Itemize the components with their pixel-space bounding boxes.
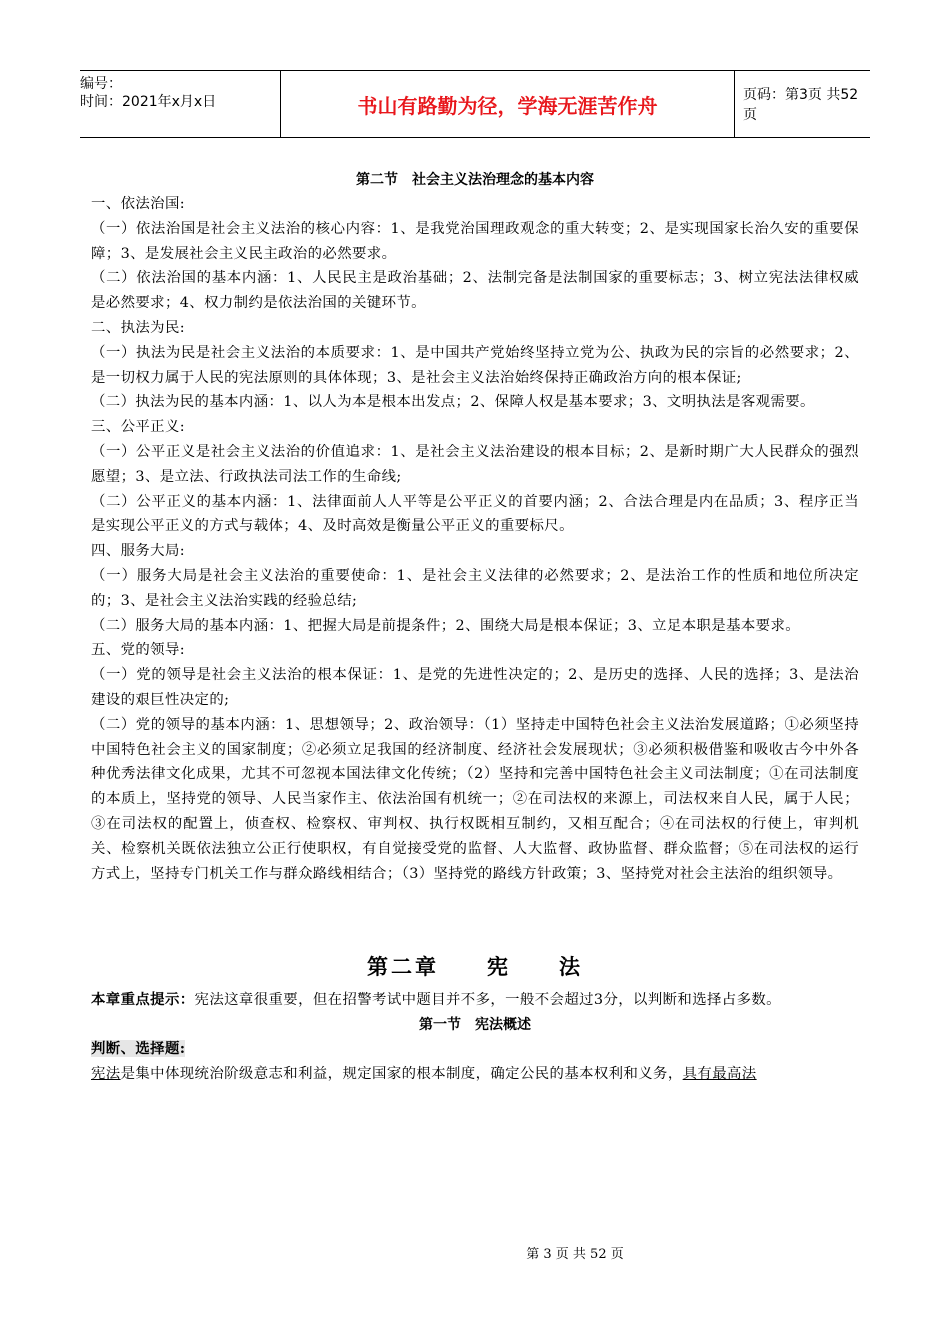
definition-term: 宪法 — [91, 1065, 121, 1082]
paragraph: （二）党的领导的基本内涵：1、思想领导；2、政治领导：（1）坚持走中国特色社会主义法治发展道路；①必须坚持中国特色社会主义的国家制度；②必须立足我国的经济制度、经济社会发展现状；③必须积极借鉴和吸收古今中外各种优秀法律文化成果，尤其不可忽视本国法律文化传统；（2）坚持和完善中国特色社会主义司法制度；①在司法制度的本质上，坚持党的领导、人民当家作主、依法治国有机统一；②在司法权的来源上，司法权来自人民，属于人民；③在司法权的配置上，侦查权、检察权、审判权、执行权既相互制约，又相互配合；④在司法权的行使上，审判机关、检察机关既依法独立公正行使职权，有自觉接受党的监督、人大监督、政协监督、群众监督；⑤在司法权的运行方式上，坚持专门机关工作与群众路线相结合；（3）坚持党的路线方针政策；3、坚持党对社会主法治的组织领导。 — [91, 716, 859, 882]
page-header — [80, 70, 870, 138]
document-date-label: 时间：2021年x月x日 — [80, 94, 217, 110]
document-body — [91, 168, 859, 1087]
paragraph: 三、公平正义: — [91, 419, 185, 436]
paragraph: （一）执法为民是社会主义法治的本质要求：1、是中国共产党始终坚持立党为公、执政为民的宗旨的必然要求；2、是一切权力属于人民的宪法原则的具体体现；3、是社会主义法治始终保持正确政治方向的根本保证; — [91, 344, 859, 386]
chapter-title: 第二章 宪 法 — [367, 955, 583, 980]
header-motto: 书山有路勤为径，学海无涯苦作舟 — [280, 71, 735, 137]
section-title: 第二节 社会主义法治理念的基本内容 — [356, 172, 594, 188]
paragraph: （二）公平正义的基本内涵：1、法律面前人人平等是公平正义的首要内涵；2、合法合理是内在品质；3、程序正当是实现公平正义的方式与载体；4、及时高效是衡量公平正义的重要标尺。 — [91, 493, 859, 535]
definition-text: 是集中体现统治阶级意志和利益，规定国家的根本制度，确定公民的基本权利和义务， — [120, 1065, 683, 1082]
paragraph: 四、服务大局: — [91, 543, 185, 560]
header-page-info: 页码：第3页 共52页 — [743, 87, 859, 123]
definition-tail: 具有最高法 — [682, 1065, 757, 1082]
document-number-label: 编号： — [80, 76, 122, 92]
constitution-definition — [91, 1062, 859, 1087]
chapter-tip — [91, 988, 859, 1013]
paragraph: （一）依法治国是社会主义法治的核心内容：1、是我党治国理政观念的重大转变；2、是实现国家长治久安的重要保障；3、是发展社会主义民主政治的必然要求。 — [91, 220, 859, 262]
chapter-spacer — [91, 886, 859, 952]
paragraph: （二）依法治国的基本内涵：1、人民民主是政治基础；2、法制完备是法制国家的重要标志；3、树立宪法法律权威是必然要求；4、权力制约是依法治国的关键环节。 — [91, 270, 859, 312]
paragraph: 二、执法为民: — [91, 319, 185, 336]
paragraph: （二）服务大局的基本内涵：1、把握大局是前提条件；2、围绕大局是根本保证；3、立足本职是基本要求。 — [91, 617, 801, 634]
question-type-line — [91, 1037, 859, 1062]
question-type-label: 判断、选择题: — [91, 1040, 186, 1058]
chapter-section-title: 第一节 宪法概述 — [419, 1017, 531, 1034]
paragraph: （一）服务大局是社会主义法治的重要使命：1、是社会主义法律的必然要求；2、是法治工作的性质和地位所决定的；3、是社会主义法治实践的经验总结; — [91, 567, 859, 609]
footer-page-number: 第 3 页 共 52 页 — [526, 1247, 624, 1262]
chapter-tip-text: 宪法这章很重要，但在招警考试中题目并不多，一般不会超过3分，以判断和选择占多数。 — [194, 992, 781, 1009]
page-footer — [0, 1243, 950, 1262]
chapter-tip-label: 本章重点提示： — [91, 991, 195, 1009]
paragraph: （二）执法为民的基本内涵：1、以人为本是根本出发点；2、保障人权是基本要求；3、文明执法是客观需要。 — [91, 394, 815, 411]
paragraph: 一、依法治国: — [91, 196, 185, 212]
header-left-cell — [80, 71, 280, 137]
paragraph: 五、党的领导: — [91, 642, 185, 659]
paragraph: （一）公平正义是社会主义法治的价值追求：1、是社会主义法治建设的根本目标；2、是新时期广大人民群众的强烈愿望；3、是立法、行政执法司法工作的生命线; — [91, 443, 859, 485]
paragraph: （一）党的领导是社会主义法治的根本保证：1、是党的先进性决定的；2、是历史的选择、人民的选择；3、是法治建设的艰巨性决定的; — [91, 667, 859, 708]
